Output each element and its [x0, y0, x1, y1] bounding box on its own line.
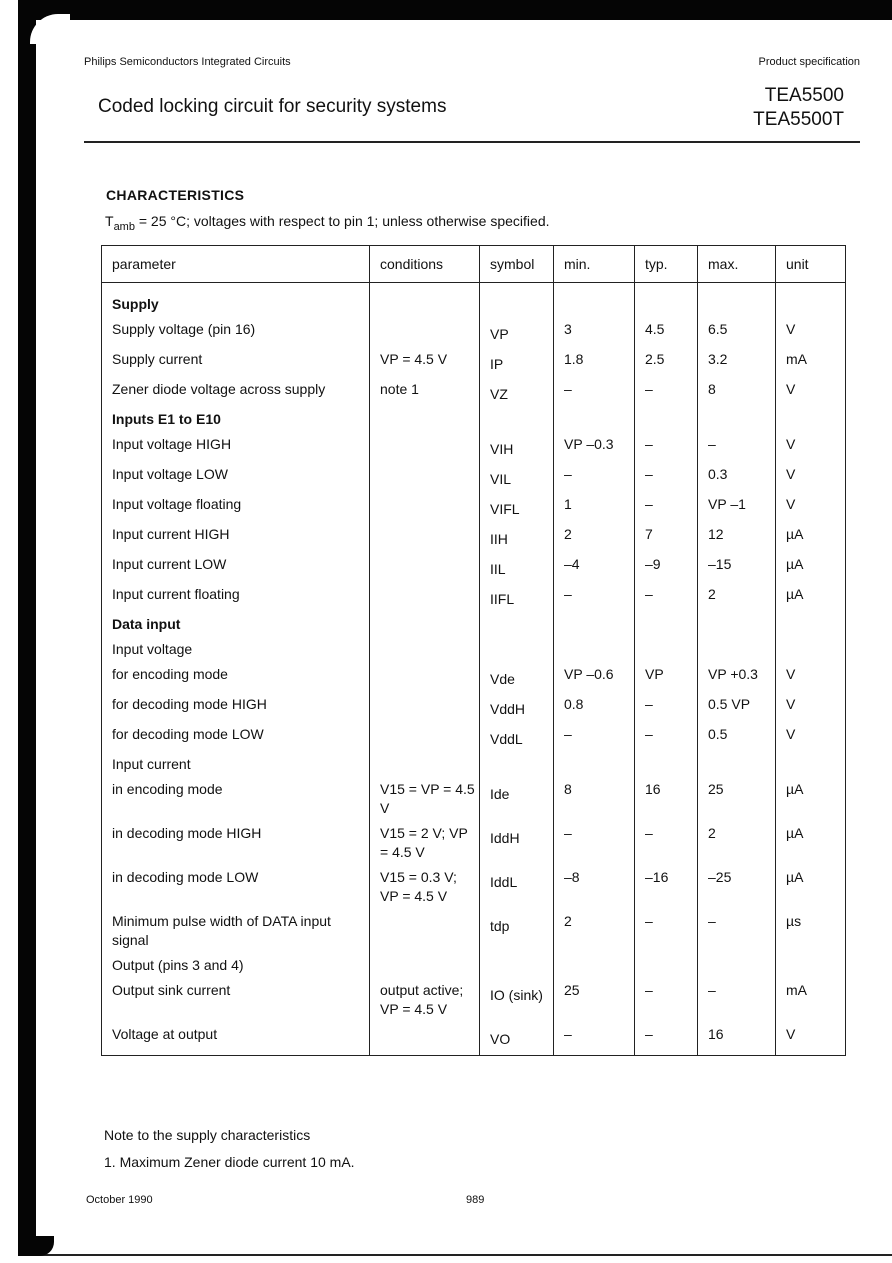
- cell-typ: [635, 407, 698, 432]
- cell-sym: VZ: [480, 377, 554, 407]
- cell-typ: 7: [635, 522, 698, 552]
- document-title: Coded locking circuit for security systems: [98, 96, 447, 117]
- cell-param: Zener diode voltage across supply: [102, 377, 370, 407]
- cell-typ: –: [635, 377, 698, 407]
- table-row: [102, 347, 846, 377]
- cell-max: –15: [698, 552, 776, 582]
- cell-unit: V: [776, 692, 846, 722]
- cell-typ: VP: [635, 662, 698, 692]
- cell-cond: V15 = 0.3 V; VP = 4.5 V: [370, 865, 480, 909]
- cell-unit: V: [776, 492, 846, 522]
- cell-min: 8: [554, 777, 635, 821]
- cell-param: in decoding mode LOW: [102, 865, 370, 909]
- cell-unit: [776, 612, 846, 637]
- cell-param: for encoding mode: [102, 662, 370, 692]
- cell-typ: –: [635, 462, 698, 492]
- cell-max: 12: [698, 522, 776, 552]
- cell-param: Data input: [102, 612, 370, 637]
- cell-cond: [370, 612, 480, 637]
- cell-sym: IIH: [480, 522, 554, 552]
- table-row: [102, 377, 846, 407]
- cell-max: 8: [698, 377, 776, 407]
- cell-cond: [370, 462, 480, 492]
- cell-param: Supply: [102, 283, 370, 318]
- cell-cond: [370, 552, 480, 582]
- cell-min: 25: [554, 978, 635, 1022]
- cell-min: –8: [554, 865, 635, 909]
- cell-cond: [370, 582, 480, 612]
- cell-max: VP –1: [698, 492, 776, 522]
- cell-sym: Ide: [480, 777, 554, 821]
- cell-max: [698, 612, 776, 637]
- cell-unit: V: [776, 377, 846, 407]
- scan-foot: [18, 1236, 54, 1256]
- cell-min: –: [554, 1022, 635, 1056]
- cell-param: Input current HIGH: [102, 522, 370, 552]
- cell-typ: –: [635, 722, 698, 752]
- section-conditions: [105, 213, 550, 233]
- cell-typ: 2.5: [635, 347, 698, 377]
- table-header-row: [102, 246, 846, 283]
- cell-cond: [370, 953, 480, 978]
- header-symbol: symbol: [480, 246, 554, 283]
- cell-cond: [370, 283, 480, 318]
- page-number: 989: [466, 1194, 485, 1206]
- cell-max: 0.5: [698, 722, 776, 752]
- table-row: [102, 722, 846, 752]
- cell-min: –: [554, 722, 635, 752]
- section-title: CHARACTERISTICS: [106, 187, 245, 203]
- cell-unit: V: [776, 317, 846, 347]
- cell-typ: [635, 612, 698, 637]
- cell-sym: [480, 612, 554, 637]
- cell-param: Inputs E1 to E10: [102, 407, 370, 432]
- cell-unit: V: [776, 462, 846, 492]
- cell-unit: µA: [776, 865, 846, 909]
- header-parameter: parameter: [102, 246, 370, 283]
- cell-min: [554, 637, 635, 662]
- cell-min: –: [554, 462, 635, 492]
- cell-param: Output sink current: [102, 978, 370, 1022]
- part-number-2: TEA5500T: [753, 109, 844, 130]
- cell-typ: –: [635, 909, 698, 953]
- cell-unit: µA: [776, 552, 846, 582]
- group-row: [102, 407, 846, 432]
- cell-min: –: [554, 821, 635, 865]
- cell-max: [698, 407, 776, 432]
- cell-cond: [370, 317, 480, 347]
- cell-param: Input voltage LOW: [102, 462, 370, 492]
- cell-typ: –16: [635, 865, 698, 909]
- part-number-1: TEA5500: [764, 85, 844, 106]
- cell-typ: –9: [635, 552, 698, 582]
- cell-unit: µA: [776, 582, 846, 612]
- cell-unit: [776, 283, 846, 318]
- cell-min: –: [554, 582, 635, 612]
- part-numbers: [753, 84, 844, 132]
- table-row: [102, 752, 846, 777]
- cell-max: [698, 637, 776, 662]
- cell-max: 6.5: [698, 317, 776, 347]
- table-row: [102, 821, 846, 865]
- table-row: [102, 582, 846, 612]
- cell-min: 2: [554, 909, 635, 953]
- cell-sym: VIFL: [480, 492, 554, 522]
- cell-max: [698, 752, 776, 777]
- cell-cond: output active; VP = 4.5 V: [370, 978, 480, 1022]
- cell-cond: VP = 4.5 V: [370, 347, 480, 377]
- cell-typ: –: [635, 692, 698, 722]
- cell-min: 2: [554, 522, 635, 552]
- cell-param: Minimum pulse width of DATA input signal: [102, 909, 370, 953]
- cell-typ: [635, 283, 698, 318]
- cell-param: Input voltage: [102, 637, 370, 662]
- cell-unit: V: [776, 722, 846, 752]
- cell-cond: [370, 909, 480, 953]
- cell-max: 3.2: [698, 347, 776, 377]
- cell-typ: [635, 637, 698, 662]
- cell-cond: [370, 752, 480, 777]
- cell-cond: note 1: [370, 377, 480, 407]
- cell-cond: [370, 637, 480, 662]
- cell-sym: IIL: [480, 552, 554, 582]
- cell-sym: Vde: [480, 662, 554, 692]
- scan-border-left: [18, 0, 36, 1255]
- table-row: [102, 522, 846, 552]
- cell-param: in encoding mode: [102, 777, 370, 821]
- cell-cond: [370, 492, 480, 522]
- header-company: Philips Semiconductors Integrated Circuits: [84, 56, 291, 68]
- scan-border-bottom: [36, 1254, 892, 1256]
- cell-min: [554, 407, 635, 432]
- footer-date: October 1990: [86, 1194, 153, 1206]
- cell-sym: [480, 752, 554, 777]
- cell-param: Voltage at output: [102, 1022, 370, 1056]
- cell-param: Input current LOW: [102, 552, 370, 582]
- cell-param: Supply voltage (pin 16): [102, 317, 370, 347]
- table-row: [102, 492, 846, 522]
- cell-param: Output (pins 3 and 4): [102, 953, 370, 978]
- table-row: [102, 462, 846, 492]
- scan-border-top: [28, 0, 892, 20]
- cell-typ: [635, 953, 698, 978]
- cell-sym: IIFL: [480, 582, 554, 612]
- cell-min: 1: [554, 492, 635, 522]
- cell-unit: µA: [776, 777, 846, 821]
- cell-min: VP –0.3: [554, 432, 635, 462]
- cell-max: VP +0.3: [698, 662, 776, 692]
- cell-param: Input current floating: [102, 582, 370, 612]
- cell-sym: VIH: [480, 432, 554, 462]
- header-min: min.: [554, 246, 635, 283]
- cell-sym: VddH: [480, 692, 554, 722]
- characteristics-table: [101, 245, 846, 1056]
- cell-max: –: [698, 909, 776, 953]
- cell-max: –25: [698, 865, 776, 909]
- cell-min: 3: [554, 317, 635, 347]
- cell-unit: µA: [776, 821, 846, 865]
- cell-cond: [370, 432, 480, 462]
- cell-typ: –: [635, 821, 698, 865]
- table-row: [102, 637, 846, 662]
- table-row: [102, 865, 846, 909]
- cell-max: 2: [698, 821, 776, 865]
- cell-min: [554, 752, 635, 777]
- cell-sym: tdp: [480, 909, 554, 953]
- cell-param: Input voltage HIGH: [102, 432, 370, 462]
- cond-sub: amb: [113, 220, 135, 233]
- cell-param: for decoding mode LOW: [102, 722, 370, 752]
- cell-typ: 16: [635, 777, 698, 821]
- cell-max: [698, 953, 776, 978]
- table-row: [102, 1022, 846, 1056]
- group-row: [102, 283, 846, 318]
- header-max: max.: [698, 246, 776, 283]
- cell-sym: VIL: [480, 462, 554, 492]
- cell-typ: –: [635, 492, 698, 522]
- cell-typ: 4.5: [635, 317, 698, 347]
- cell-min: [554, 283, 635, 318]
- cell-param: for decoding mode HIGH: [102, 692, 370, 722]
- cell-max: 16: [698, 1022, 776, 1056]
- cell-sym: VP: [480, 317, 554, 347]
- group-row: [102, 612, 846, 637]
- cell-cond: V15 = 2 V; VP = 4.5 V: [370, 821, 480, 865]
- cell-unit: mA: [776, 347, 846, 377]
- cell-sym: VddL: [480, 722, 554, 752]
- table-row: [102, 953, 846, 978]
- cond-rest: = 25 °C; voltages with respect to pin 1; unless otherwise specified.: [134, 213, 550, 229]
- cell-unit: V: [776, 662, 846, 692]
- cell-unit: [776, 407, 846, 432]
- cell-max: 2: [698, 582, 776, 612]
- cell-sym: IP: [480, 347, 554, 377]
- header-unit: unit: [776, 246, 846, 283]
- table-row: [102, 692, 846, 722]
- header-doc-type: Product specification: [758, 56, 860, 68]
- cell-sym: IO (sink): [480, 978, 554, 1022]
- cell-typ: –: [635, 978, 698, 1022]
- cell-param: in decoding mode HIGH: [102, 821, 370, 865]
- cell-sym: [480, 953, 554, 978]
- cell-typ: [635, 752, 698, 777]
- cell-cond: [370, 692, 480, 722]
- cell-sym: [480, 637, 554, 662]
- cell-param: Input voltage floating: [102, 492, 370, 522]
- cell-unit: [776, 752, 846, 777]
- cell-unit: V: [776, 432, 846, 462]
- cell-min: –: [554, 377, 635, 407]
- cell-unit: [776, 953, 846, 978]
- table-row: [102, 662, 846, 692]
- cell-sym: IddL: [480, 865, 554, 909]
- cell-min: –4: [554, 552, 635, 582]
- table-row: [102, 552, 846, 582]
- cell-sym: IddH: [480, 821, 554, 865]
- cell-min: [554, 612, 635, 637]
- cell-min: 0.8: [554, 692, 635, 722]
- cell-unit: µs: [776, 909, 846, 953]
- table-row: [102, 317, 846, 347]
- cell-typ: –: [635, 1022, 698, 1056]
- note-title: Note to the supply characteristics: [104, 1127, 311, 1143]
- table-body: [102, 283, 846, 1056]
- header-conditions: conditions: [370, 246, 480, 283]
- cell-unit: mA: [776, 978, 846, 1022]
- cell-max: 0.5 VP: [698, 692, 776, 722]
- cell-sym: VO: [480, 1022, 554, 1056]
- header-typ: typ.: [635, 246, 698, 283]
- table-row: [102, 432, 846, 462]
- cell-sym: [480, 283, 554, 318]
- cell-min: 1.8: [554, 347, 635, 377]
- cell-cond: [370, 407, 480, 432]
- cell-unit: V: [776, 1022, 846, 1056]
- cell-typ: –: [635, 582, 698, 612]
- table-row: [102, 777, 846, 821]
- cell-cond: [370, 722, 480, 752]
- cell-typ: –: [635, 432, 698, 462]
- cell-cond: [370, 662, 480, 692]
- cell-min: [554, 953, 635, 978]
- cell-max: [698, 283, 776, 318]
- table-row: [102, 978, 846, 1022]
- cell-max: 0.3: [698, 462, 776, 492]
- cell-max: –: [698, 978, 776, 1022]
- cell-min: VP –0.6: [554, 662, 635, 692]
- note-item: 1. Maximum Zener diode current 10 mA.: [104, 1154, 355, 1170]
- table-row: [102, 909, 846, 953]
- cell-unit: [776, 637, 846, 662]
- cell-cond: [370, 522, 480, 552]
- cell-sym: [480, 407, 554, 432]
- cell-max: –: [698, 432, 776, 462]
- cell-cond: V15 = VP = 4.5 V: [370, 777, 480, 821]
- header-rule: [84, 141, 860, 143]
- cell-param: Supply current: [102, 347, 370, 377]
- cell-param: Input current: [102, 752, 370, 777]
- cell-unit: µA: [776, 522, 846, 552]
- cond-t: T: [105, 213, 114, 229]
- cell-max: 25: [698, 777, 776, 821]
- cell-cond: [370, 1022, 480, 1056]
